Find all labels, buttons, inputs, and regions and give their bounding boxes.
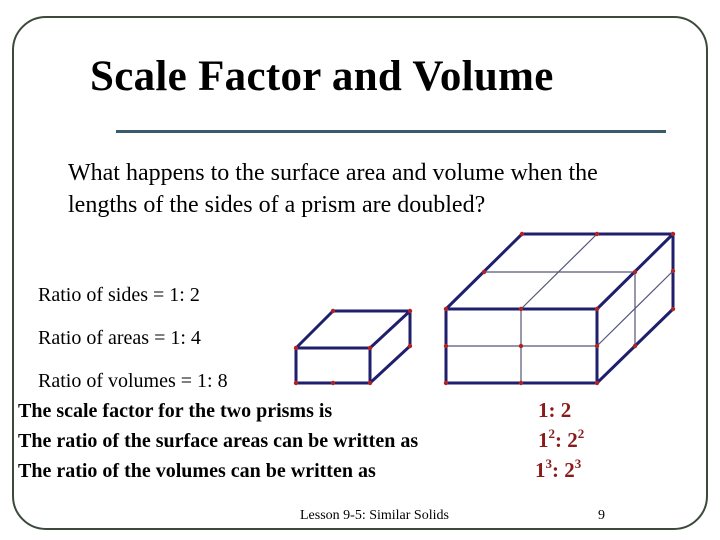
- vertex-dot: [331, 309, 335, 313]
- conclusion-scale-factor: The scale factor for the two prisms is: [18, 400, 333, 422]
- prism-edge: [370, 346, 410, 383]
- slide-title: Scale Factor and Volume: [90, 53, 554, 100]
- vertex-dot: [368, 346, 372, 350]
- vertex-dot: [519, 307, 523, 311]
- answer-exponent: 2: [577, 426, 585, 441]
- question-text: What happens to the surface area and volume when the lengths of the sides of a prism are doubled?: [68, 160, 598, 218]
- vertex-dot: [520, 232, 524, 236]
- vertex-dot: [671, 269, 675, 273]
- answer-separator: :: [548, 398, 561, 422]
- answer-separator: :: [552, 458, 565, 482]
- answer-volumes: [535, 458, 581, 483]
- vertex-dot: [331, 381, 335, 385]
- vertex-dot: [633, 270, 637, 274]
- vertex-dot: [444, 307, 448, 311]
- small-prism: [294, 309, 412, 385]
- conclusion-surface-areas: The ratio of the surface areas can be written as: [18, 430, 419, 452]
- vertex-dot: [444, 381, 448, 385]
- vertex-dot: [368, 381, 372, 385]
- answer-base: 1: [538, 428, 549, 452]
- page-number: 9: [598, 508, 605, 523]
- answer-base: 1: [538, 398, 549, 422]
- vertex-dot: [671, 232, 675, 236]
- answer-scale-factor: [538, 398, 571, 423]
- vertex-dot: [633, 344, 637, 348]
- vertex-dot: [444, 344, 448, 348]
- answer-base: 2: [560, 398, 572, 422]
- vertex-dot: [595, 307, 599, 311]
- vertex-dot: [595, 344, 599, 348]
- vertex-dot: [482, 270, 486, 274]
- vertex-dot: [294, 381, 298, 385]
- footer-lesson: Lesson 9-5: Similar Solids: [300, 508, 449, 523]
- answer-surface-areas: [538, 428, 584, 453]
- answer-base: 1: [535, 458, 546, 482]
- ratio-volumes: Ratio of volumes = 1: 8: [38, 370, 228, 392]
- vertex-dot: [408, 344, 412, 348]
- vertex-dot: [408, 309, 412, 313]
- conclusion-volumes: The ratio of the volumes can be written as: [18, 460, 376, 482]
- ratio-areas: Ratio of areas = 1: 4: [38, 327, 201, 349]
- large-prism: [444, 232, 675, 385]
- vertex-dot: [519, 344, 523, 348]
- answer-base: 2: [567, 428, 578, 452]
- vertex-dot: [671, 307, 675, 311]
- vertex-dot: [595, 232, 599, 236]
- answer-separator: :: [555, 428, 568, 452]
- answer-exponent: 2: [548, 426, 555, 441]
- answer-exponent: 3: [574, 456, 582, 471]
- answer-exponent: 3: [545, 456, 552, 471]
- vertex-dot: [519, 381, 523, 385]
- vertex-dot: [595, 381, 599, 385]
- ratio-sides: Ratio of sides = 1: 2: [38, 284, 200, 306]
- vertex-dot: [294, 346, 298, 350]
- answer-base: 2: [564, 458, 575, 482]
- prism-edge: [296, 311, 333, 348]
- prism-edge: [370, 311, 410, 348]
